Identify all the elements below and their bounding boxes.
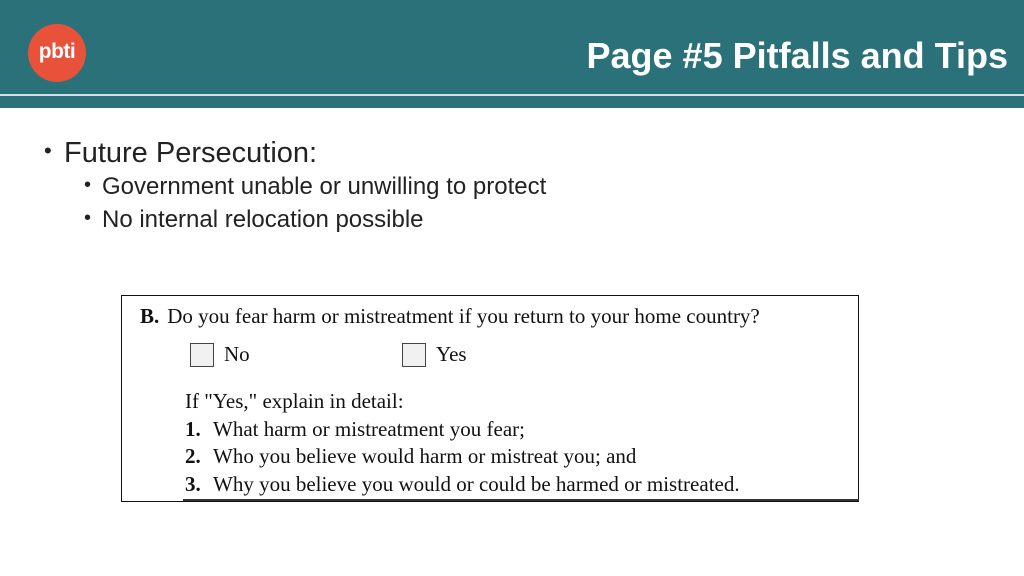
option-yes-label: Yes [436, 342, 467, 366]
form-excerpt [121, 295, 859, 502]
item-number: 1. [185, 416, 201, 441]
pbti-logo [28, 24, 86, 82]
slide-title: Page #5 Pitfalls and Tips [586, 35, 1008, 76]
explain-intro: If "Yes," explain in detail: [185, 389, 404, 413]
logo-text: pbti [38, 40, 76, 63]
option-no-label: No [224, 342, 250, 366]
explain-item-2 [185, 443, 740, 471]
item-text: Why you believe you would or could be harmed or mistreated. [213, 471, 740, 496]
option-no[interactable] [190, 342, 250, 367]
explain-item-3 [185, 471, 740, 499]
explain-item-1 [185, 416, 740, 444]
item-number: 2. [185, 444, 201, 468]
sub-bullet-list [84, 170, 546, 236]
form-answer-line [183, 499, 859, 501]
checkbox-no[interactable] [190, 343, 214, 367]
bullet-list [44, 136, 546, 236]
bullet-future-persecution: • Future Persecution: [44, 136, 546, 170]
sub-bullet-government: • Government unable or unwilling to protect [84, 170, 546, 203]
sub-bullet-relocation: • No internal relocation possible [84, 203, 546, 236]
question-text: Do you fear harm or mistreatment if you return to your home country? [167, 304, 760, 328]
item-text: Who you believe would harm or mistreat you; and [213, 444, 637, 468]
item-text: What harm or mistreatment you fear; [213, 416, 525, 441]
item-number: 3. [185, 471, 201, 496]
checkbox-yes[interactable] [402, 343, 426, 367]
form-question [140, 304, 760, 329]
header-band [0, 96, 1024, 108]
explain-section [185, 388, 740, 498]
option-yes[interactable] [402, 342, 467, 367]
question-letter: B. [140, 304, 160, 328]
